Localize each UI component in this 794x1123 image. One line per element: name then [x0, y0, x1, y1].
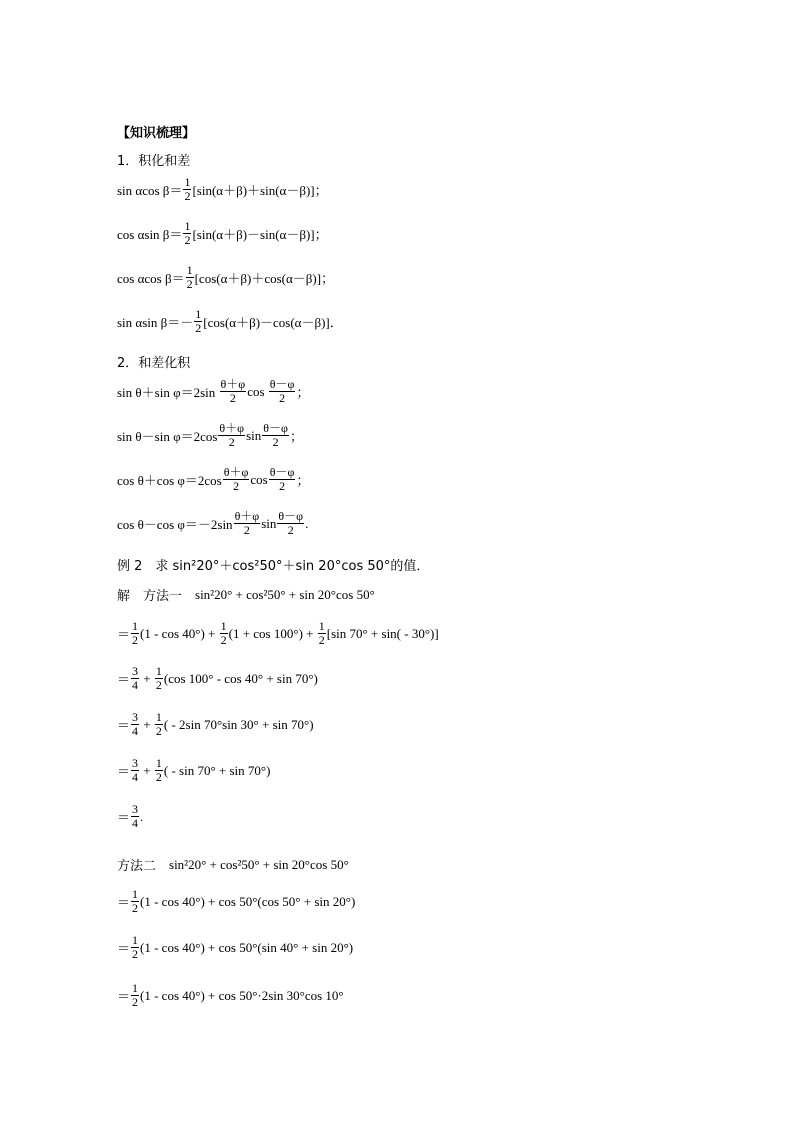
formula-4-half: $\frac{1}{2}$ [195, 307, 202, 335]
method-2-label: 方法二 [117, 859, 170, 874]
sum-to-product-3: cos θ＋cos φ＝2cos $\frac{\theta+\varphi}{2}$ cos $\frac{\theta-\varphi}{2}$ ； [117, 465, 310, 493]
formula-1-half: $\frac{1}{2}$ [184, 175, 191, 203]
formula-3-rhs: [cos(α＋β)＋cos(α－β)]； [194, 271, 335, 286]
sum-to-product-1: sin θ＋sin φ＝2sin $\frac{\theta+\varphi}{2}$ cos $\frac{\theta-\varphi}{2}$ ； [117, 377, 310, 405]
formula-1-rhs: [sin(α＋β)＋sin(α－β)]； [192, 183, 328, 198]
section-1-title [117, 150, 190, 169]
step-3: ＝ $\frac{3}{4}$ + $\frac{1}{2}$ ( - 2sin 70°sin 30° + sin 70°) [117, 710, 314, 738]
formula-2-lhs: cos αsin β＝ [117, 227, 183, 242]
step-1: ＝ $\frac{1}{2}$ (1 - cos 40°) + $\frac{1}{2}$ (1 + cos 100°) + $\frac{1}{2}$ [sin 70° + sin( - 30°)] [117, 619, 439, 647]
sum-to-product-2: sin θ－sin φ＝2cos $\frac{\theta+\varphi}{2}$ sin $\frac{\theta-\varphi}{2}$ ； [117, 421, 303, 449]
formula-3-lhs: cos αcos β＝ [117, 271, 185, 286]
formula-4-rhs: [cos(α＋β)－cos(α－β)]． [203, 315, 343, 330]
formula-1-lhs: sin αcos β＝ [117, 183, 183, 198]
solution-method-2: 方法二 sin²20° + cos²50° + sin 20°cos 50° [117, 856, 349, 874]
formula-2 [117, 220, 328, 247]
formula-1 [117, 176, 328, 203]
knowledge-heading [117, 122, 195, 141]
formula-3 [117, 264, 334, 291]
section-2-text: 2．和差化积 [117, 356, 191, 371]
solution-label: 解 方法一 [117, 589, 196, 604]
sum-to-product-4: cos θ－cos φ＝－2sin $\frac{\theta+\varphi}{2}$ sin $\frac{\theta-\varphi}{2}$ . [117, 509, 309, 537]
formula-4 [117, 308, 343, 335]
formula-3-half: $\frac{1}{2}$ [186, 263, 193, 291]
formula-2-rhs: [sin(α＋β)－sin(α－β)]； [192, 227, 328, 242]
step-5: ＝ $\frac{3}{4}$ . [117, 802, 144, 830]
method-2-step-3: ＝ $\frac{1}{2}$ (1 - cos 40°) + cos 50°·2sin 30°cos 10° [117, 981, 344, 1009]
section-1-text: 1．积化和差 [117, 154, 191, 169]
heading-text: 【知识梳理】 [117, 126, 196, 141]
section-2-title [117, 352, 190, 371]
formula-2-half: $\frac{1}{2}$ [184, 219, 191, 247]
method-2-step-1: ＝ $\frac{1}{2}$ (1 - cos 40°) + cos 50°(cos 50° + sin 20°) [117, 887, 356, 915]
example-2: 例 2 求 sin²20°＋cos²50°＋sin 20°cos 50°的值． [117, 559, 430, 574]
solution-method-1: 解 方法一 sin²20° + cos²50° + sin 20°cos 50° [117, 586, 375, 604]
step-2: ＝ $\frac{3}{4}$ + $\frac{1}{2}$ (cos 100° - cos 40° + sin 70°) [117, 664, 318, 692]
formula-4-lhs: sin αsin β＝－ [117, 315, 194, 330]
method-2-step-2: ＝ $\frac{1}{2}$ (1 - cos 40°) + cos 50°(sin 40° + sin 20°) [117, 933, 354, 961]
step-4: ＝ $\frac{3}{4}$ + $\frac{1}{2}$ ( - sin 70° + sin 70°) [117, 756, 271, 784]
